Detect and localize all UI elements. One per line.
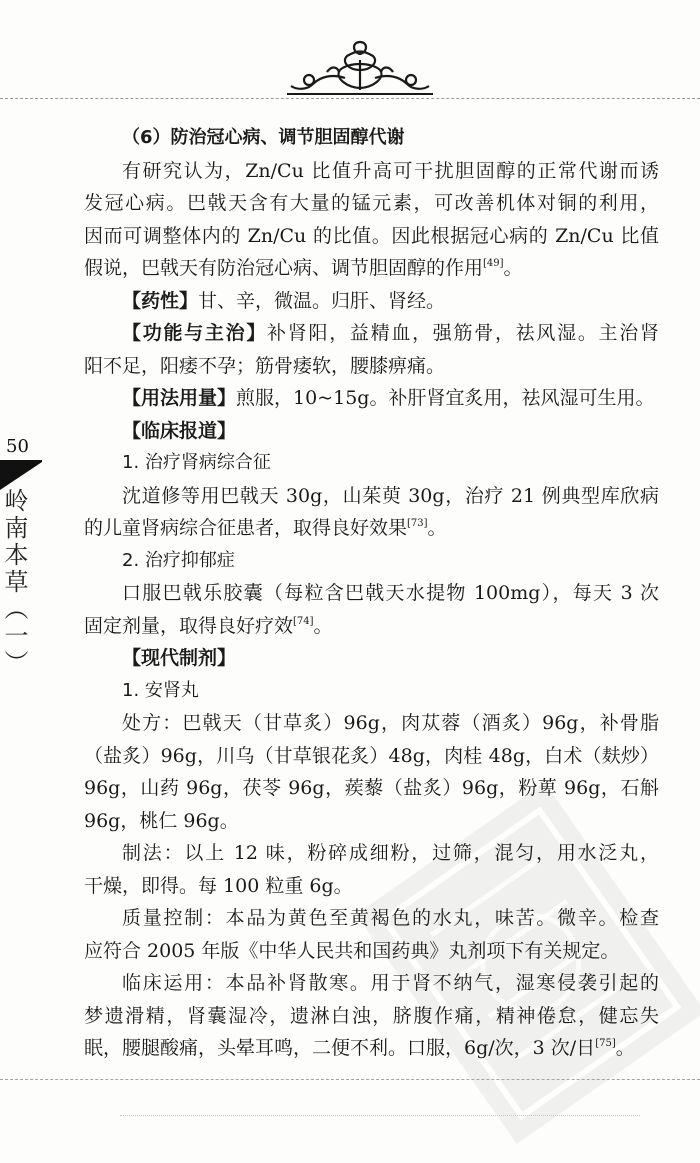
citation: [73] <box>407 518 428 529</box>
punctuation: 。 <box>427 517 447 539</box>
side-title: 岭南本草（一） <box>0 488 28 677</box>
usage-line <box>84 382 659 415</box>
paragraph-line <box>84 252 659 285</box>
paragraph-text: 的儿童肾病综合征患者，取得良好效果 <box>84 517 408 539</box>
footer-dotted-rule <box>120 1115 640 1116</box>
paragraph-line: 发冠心病。巴戟天含有大量的锰元素，可改善机体对铜的利用， <box>84 192 659 214</box>
function-line <box>84 317 659 350</box>
paragraph-line: 质量控制：本品为黄色至黄褐色的水丸，味苦。微辛。检查 <box>122 907 659 929</box>
paragraph-line: 因而可调整体内的 Zn/Cu 的比值。因此根据冠心病的 Zn/Cu 比值 <box>84 224 659 247</box>
paragraph-line: 干燥，即得。每 100 粒重 6g。 <box>84 874 353 897</box>
usage-tag: 【用法用量】 <box>122 387 237 409</box>
paragraph-line: （盐炙）96g，川乌（甘草银花炙）48g，肉桂 48g，白术（麸炒） <box>84 744 659 767</box>
paragraph-line: 沈道修等用巴戟天 30g，山茱萸 30g，治疗 21 例典型库欣病 <box>122 484 659 507</box>
function-text: 补肾阳，益精血，强筋骨，祛风湿。主治肾 <box>267 322 659 344</box>
citation: [75] <box>595 1038 616 1049</box>
property-tag: 【药性】 <box>122 289 199 312</box>
subheading: 1. 治疗肾病综合征 <box>122 452 271 473</box>
modern-preparation-tag: 【现代制剂】 <box>122 647 237 669</box>
page-number: 50 <box>6 436 29 457</box>
punctuation: 。 <box>615 1037 635 1059</box>
punctuation: 。 <box>313 614 333 637</box>
usage-text: 煎服，10~15g。补肝肾宜炙用，祛风湿可生用。 <box>236 387 655 409</box>
subheading: 2. 治疗抑郁症 <box>122 549 235 571</box>
paragraph-line: 梦遗滑精，肾囊湿冷，遗淋白浊，脐腹作痛，精神倦怠，健忘失 <box>84 1004 659 1027</box>
subheading: 1. 安肾丸 <box>122 679 199 701</box>
paragraph-line <box>84 1032 659 1065</box>
paragraph-line <box>84 512 659 545</box>
paragraph-line: 应符合 2005 年版《中华人民共和国药典》丸剂项下有关规定。 <box>84 939 620 962</box>
punctuation: 。 <box>503 257 523 279</box>
paragraph-line: 有研究认为，Zn/Cu 比值升高可干扰胆固醇的正常代谢而诱 <box>122 159 659 182</box>
paragraph-text: 固定剂量，取得良好疗效 <box>84 614 294 637</box>
paragraph-line: 96g，山药 96g，茯苓 96g，蒺藜（盐炙）96g，粉萆 96g，石斛 <box>84 777 659 799</box>
header-rule <box>0 98 700 99</box>
section-heading: （6）防治冠心病、调节胆固醇代谢 <box>122 127 405 148</box>
paragraph-text: 眠，腰腿酸痛，头晕耳鸣，二便不利。口服，6g/次，3 次/日 <box>84 1037 596 1059</box>
citation: [49] <box>483 258 504 269</box>
paragraph-line: 制法：以上 12 味，粉碎成细粉，过筛，混匀，用水泛丸， <box>122 842 659 864</box>
paragraph-line <box>84 610 659 643</box>
paragraph-text: 假说，巴戟天有防治冠心病、调节胆固醇的作用 <box>84 257 484 279</box>
clinical-report-tag: 【临床报道】 <box>122 419 237 442</box>
paragraph-line: 处方：巴戟天（甘草炙）96g，肉苁蓉（酒炙）96g，补骨脂 <box>122 712 659 734</box>
property-text: 甘、辛，微温。归肝、肾经。 <box>198 289 446 312</box>
function-tag: 【功能与主治】 <box>122 322 268 344</box>
footer-rule <box>0 1079 700 1080</box>
main-text <box>84 122 659 1065</box>
knot-ornament-icon <box>285 38 435 98</box>
paragraph-line: 临床运用：本品补肾散寒。用于肾不纳气，湿寒侵袭引起的 <box>122 972 659 994</box>
property-line <box>84 285 659 318</box>
citation: [74] <box>293 615 314 627</box>
paragraph-line: 口服巴戟乐胶囊（每粒含巴戟天水提物 100mg），每天 3 次 <box>122 582 659 604</box>
function-line: 阳不足，阳痿不孕；筋骨痿软，腰膝痹痛。 <box>84 354 446 377</box>
paragraph-line: 96g，桃仁 96g。 <box>84 809 239 832</box>
